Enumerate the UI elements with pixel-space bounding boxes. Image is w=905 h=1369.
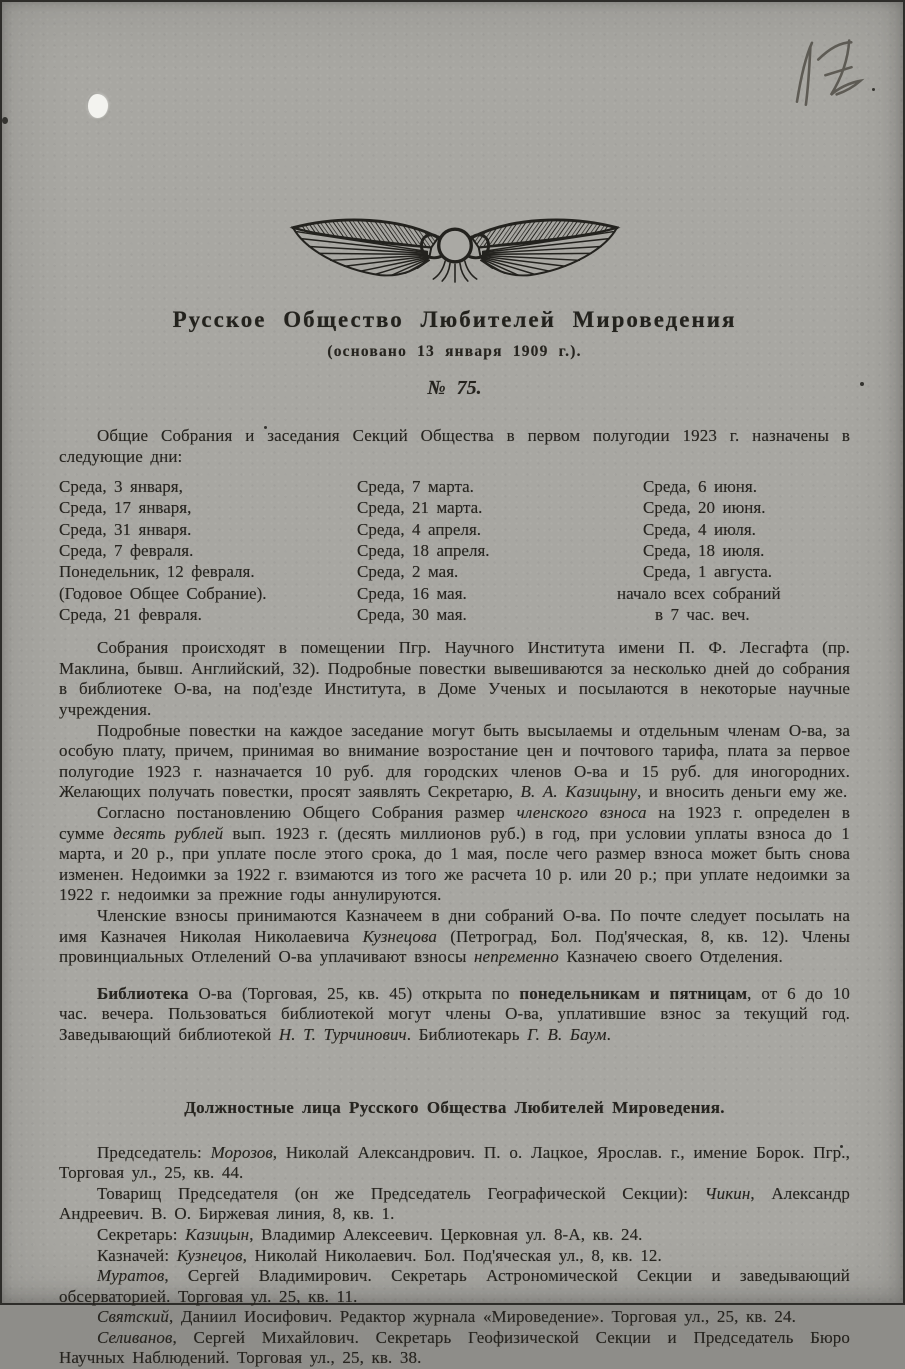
text-run: , Даниил Иосифович. Редактор журнала «Мироведение». Торговая ул., 25, кв. 24. [168, 1307, 796, 1327]
text-run: , Владимир Алексеевич. Церковная ул. 8-А, кв. 24. [249, 1224, 643, 1244]
text-run: Казначею своего Отделения. [558, 947, 783, 967]
schedule-column [617, 476, 850, 625]
text-run: , Сергей Владимирович. Секретарь Астрономической Секции и заведывающий обсерваторией. Торговая ул. 25, кв. 11. [59, 1266, 850, 1306]
text-run: Согласно постановлению Общего Собрания размер [97, 803, 517, 823]
text-run: О-ва (Торговая, 25, кв. 45) открыта по [188, 983, 520, 1003]
text-run: непременно [474, 947, 559, 967]
schedule-line: Среда, 30 мая. [357, 604, 467, 624]
issue-number: № 75. [427, 377, 482, 399]
text-run: . Библиотекарь [406, 1024, 528, 1044]
schedule-line: Среда, 7 марта. [357, 477, 474, 497]
schedule-line: Среда, 21 февраля. [59, 604, 202, 624]
text-run: на 1923 г. определен в сумме [59, 803, 850, 843]
text-run: Собрания происходят в помещении Пгр. Научного Института имени П. Ф. Лесгафта (пр. Маклина, бывш. Английский, 32). Подробные повестки вывешиваются за несколько дней до собрания в библиотеке О-ва, на под'езде Института, в Доме Ученых и посылаются в некоторые научные учреждения. [59, 638, 850, 720]
text-run: Секретарь: [97, 1224, 186, 1244]
body-paragraph [59, 721, 850, 803]
text-run: Г. В. Баум [527, 1024, 607, 1044]
library-paragraph [59, 984, 850, 1046]
text-run: Казначей: [97, 1245, 177, 1265]
official-entry [59, 1266, 850, 1307]
text-run: Библиотека [97, 983, 189, 1003]
text-run: Н. Т. Турчинович [278, 1024, 407, 1044]
official-entry [59, 1246, 850, 1267]
org-title: Русское Общество Любителей Мироведения [172, 307, 737, 332]
officials-list [59, 1143, 850, 1369]
text-run: десять рублей [113, 823, 224, 843]
official-entry [59, 1143, 850, 1184]
schedule-line: Среда, 4 июля. [643, 519, 756, 539]
schedule-line: Среда, 6 июня. [643, 477, 757, 497]
officials-heading: Должностные лица Русского Общества Любителей Мироведения. [184, 1097, 725, 1117]
official-entry [59, 1184, 850, 1225]
text-run: Подробные повестки на каждое заседание могут быть высылаемы и отдельным членам О-ва, за особую плату, причем, принимая во внимание возростание цен и почтового тарифа, плата за первое полугодие 1923 г. назначается 10 руб. для городских членов О-ва и 15 руб. для иногородних. Желающих получать повестки, просят заявлять Секретарю, [59, 720, 850, 802]
schedule-line: Среда, 20 июня. [643, 498, 766, 518]
official-entry [59, 1307, 850, 1328]
text-run: Кузнецов [176, 1245, 243, 1265]
text-run: Муратов [97, 1266, 165, 1286]
schedule-line: Среда, 7 февраля. [59, 541, 194, 561]
text-run: , и вносить деньги ему же. [637, 782, 848, 802]
text-run: Товарищ Председателя (он же Председатель Географической Секции): [97, 1183, 705, 1203]
text-run: Чикин [704, 1183, 751, 1203]
schedule-line: Среда, 31 января. [59, 519, 192, 539]
schedule-line: Среда, 18 апреля. [357, 541, 490, 561]
meeting-schedule-table [59, 476, 850, 625]
body-paragraph [59, 638, 850, 720]
intro-paragraph: Общие Собрания и заседания Секций Общества в первом полугодии 1923 г. назначены в следующие дни: [59, 426, 850, 466]
text-run: Морозов [210, 1142, 273, 1162]
scan-speck [860, 382, 864, 386]
text-run: (Петроград, Бол. Под'яческая, 8, кв. 12). Члены провинциальных Отлелений О-ва уплачивают взносы [59, 926, 850, 967]
schedule-line: Среда, 17 января, [59, 498, 192, 518]
text-run: Членские взносы принимаются Казначеем в дни собраний О-ва. По почте следует посылать на имя Казначея Николая Николаевича [59, 905, 850, 946]
official-entry [59, 1225, 850, 1246]
text-run: Казицын [185, 1224, 250, 1244]
founded-line: (основано 13 января 1909 г.). [327, 343, 582, 360]
winged-sun-emblem-icon [287, 208, 623, 285]
body-paragraph [59, 803, 850, 906]
scan-speck [2, 117, 8, 124]
text-run: членского взноса [516, 803, 647, 823]
schedule-line: Среда, 18 июля. [643, 541, 765, 561]
schedule-column [59, 476, 357, 625]
text-run: Селиванов [97, 1327, 173, 1347]
text-run: , Николай Николаевич. Бол. Под'яческая ул., 8, кв. 12. [242, 1245, 662, 1265]
text-run: , Александр Андреевич. В. О. Биржевая линия, 8, кв. 1. [59, 1183, 850, 1224]
text-run: , Николай Александрович. П. о. Лацкое, Ярослав. г., имение Борок. Пгр., Торговая ул., 25, кв. 44. [59, 1142, 850, 1183]
schedule-line: Понедельник, 12 февраля. [59, 562, 255, 582]
schedule-line: в 7 час. веч. [655, 604, 750, 624]
official-entry [59, 1328, 850, 1369]
schedule-line: Среда, 3 января, [59, 477, 183, 497]
schedule-line: (Годовое Общее Собрание). [59, 583, 267, 603]
text-run: вып. 1923 г. (десять миллионов руб.) в год, при условии уплаты взноса до 1 марта, и 20 р., при уплате после этого срока, до 1 мая, после чего размер взноса может быть снова изменен. Недоимки за 1922 г. взимаются из того же расчета 10 р. или 20 р.; при уплате недоимки за 1922 г. недоимки за прежние годы аннулируются. [59, 823, 850, 905]
schedule-line: начало всех собраний [617, 583, 781, 603]
text-run: . [606, 1024, 611, 1044]
schedule-column [357, 476, 617, 625]
schedule-line: Среда, 4 апреля. [357, 519, 482, 539]
text-run: В. А. Казицыну [520, 782, 637, 802]
schedule-line: Среда, 1 августа. [643, 562, 773, 582]
schedule-line: Среда, 2 мая. [357, 562, 459, 582]
text-run: Кузнецова [362, 926, 437, 946]
text-run: , Сергей Михайлович. Секретарь Геофизической Секции и Председатель Бюро Научных Наблюдений. Торговая ул., 25, кв. 38. [59, 1327, 850, 1368]
body-paragraph [59, 906, 850, 968]
body-paragraphs [59, 638, 850, 968]
text-run: Председатель: [97, 1142, 211, 1162]
schedule-line: Среда, 21 марта. [357, 498, 483, 518]
document-content [59, 2, 850, 1369]
text-run: Святский [97, 1307, 169, 1327]
text-run: понедельникам и пятницам [519, 983, 748, 1003]
schedule-line: Среда, 16 мая. [357, 583, 467, 603]
text-run: , от 6 до 10 час. вечера. Пользоваться библиотекой могут члены О-ва, уплатившие взнос за текущий год. Заведывающий библиотекой [59, 983, 851, 1044]
